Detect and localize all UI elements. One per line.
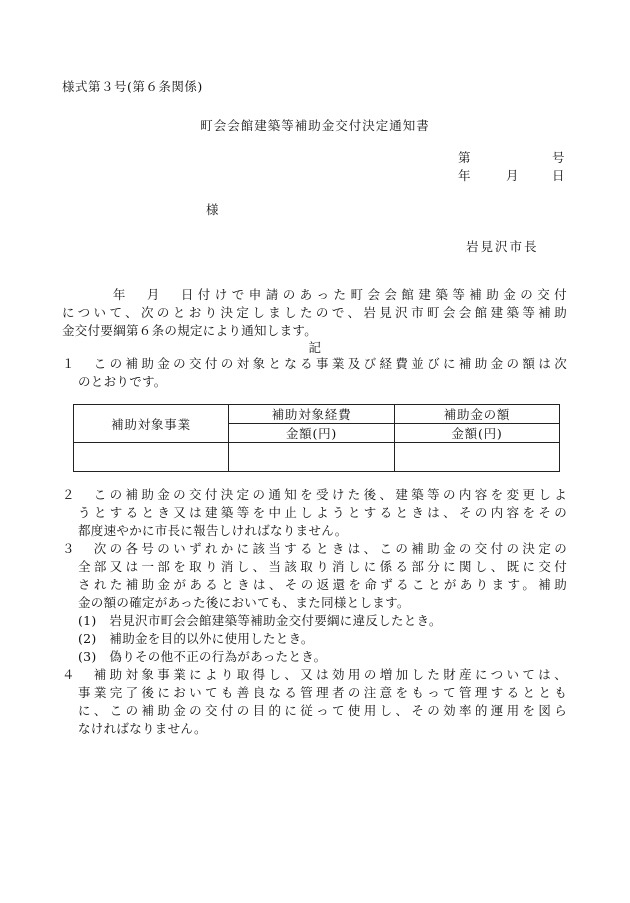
item-3-sub: (1) 岩見沢市町会会館建築等補助金交付要綱に違反したとき。 — [78, 613, 442, 628]
item-3-line: ３ 次の各号のいずれかに該当するときは、この補助金の交付の決定の — [62, 541, 567, 556]
date-month: 月 — [506, 168, 520, 183]
item-3-line: された補助金があるときは、その返還を命ずることがあります。補助 — [78, 577, 567, 592]
item-1-line: １ この補助金の交付の対象となる事業及び経費並びに補助金の額は次 — [62, 356, 567, 371]
item-2-line: ２ この補助金の交付決定の通知を受けた後、建築等の内容を変更しよ — [62, 487, 567, 502]
cell-expense — [229, 443, 395, 472]
header-grant-amount: 補助金の額 — [395, 405, 560, 424]
intro-line: 金交付要綱第６条の規定により通知します。 — [62, 323, 318, 338]
item-3-sub: (2) 補助金を目的以外に使用したとき。 — [78, 631, 314, 646]
item-3 — [62, 540, 567, 666]
table-row — [74, 443, 560, 472]
number-suffix: 号 — [551, 150, 565, 165]
form-label: 様式第３号(第６条関係) — [62, 79, 203, 94]
cell-project — [74, 443, 229, 472]
cell-grant — [395, 443, 560, 472]
item-4-line: なければなりません。 — [78, 721, 207, 736]
intro-line: について、次のとおり決定しましたので、岩見沢市町会会館建築等補助 — [62, 305, 567, 320]
item-4-line: ４ 補助対象事業により取得し、又は効用の増加した財産については、 — [62, 667, 567, 682]
item-3-line: 全部又は一部を取り消し、当該取り消しに係る部分に関し、既に交付 — [78, 559, 567, 574]
item-4-line: に、この補助金の交付の目的に従って使用し、その効率的運用を図ら — [78, 703, 567, 718]
header-target-project: 補助対象事業 — [74, 405, 229, 443]
item-3-line: 金の額の確定があった後においても、また同様とします。 — [78, 595, 410, 610]
item-4 — [62, 666, 567, 738]
grant-table — [73, 404, 560, 472]
item-2-line: うとするとき又は建築等を中止しようとするときは、その内容をその — [78, 505, 567, 520]
date-year: 年 — [458, 168, 472, 183]
item-1-line: のとおりです。 — [78, 374, 167, 389]
number-prefix: 第 — [458, 150, 472, 165]
document-title: 町会会館建築等補助金交付決定通知書 — [200, 118, 430, 133]
item-2-line: 都度速やかに市長に報告しければなりません。 — [78, 523, 348, 538]
intro-paragraph — [62, 286, 567, 340]
issuer: 岩見沢市長 — [466, 239, 539, 254]
header-target-expense: 補助対象経費 — [229, 405, 395, 424]
item-1 — [62, 355, 567, 391]
date-day: 日 — [551, 168, 565, 183]
subheader-expense-amount: 金額(円) — [229, 424, 395, 443]
item-2 — [62, 486, 567, 540]
subheader-grant-amount: 金額(円) — [395, 424, 560, 443]
addressee: 様 — [206, 202, 220, 217]
ki-heading: 記 — [308, 340, 322, 355]
item-3-sub: (3) 偽りその他不正の行為があったとき。 — [78, 649, 327, 664]
intro-line: 年 月 日付けで申請のあった町会会館建築等補助金の交付 — [62, 287, 567, 302]
item-4-line: 事業完了後においても善良なる管理者の注意をもって管理するととも — [78, 685, 567, 700]
